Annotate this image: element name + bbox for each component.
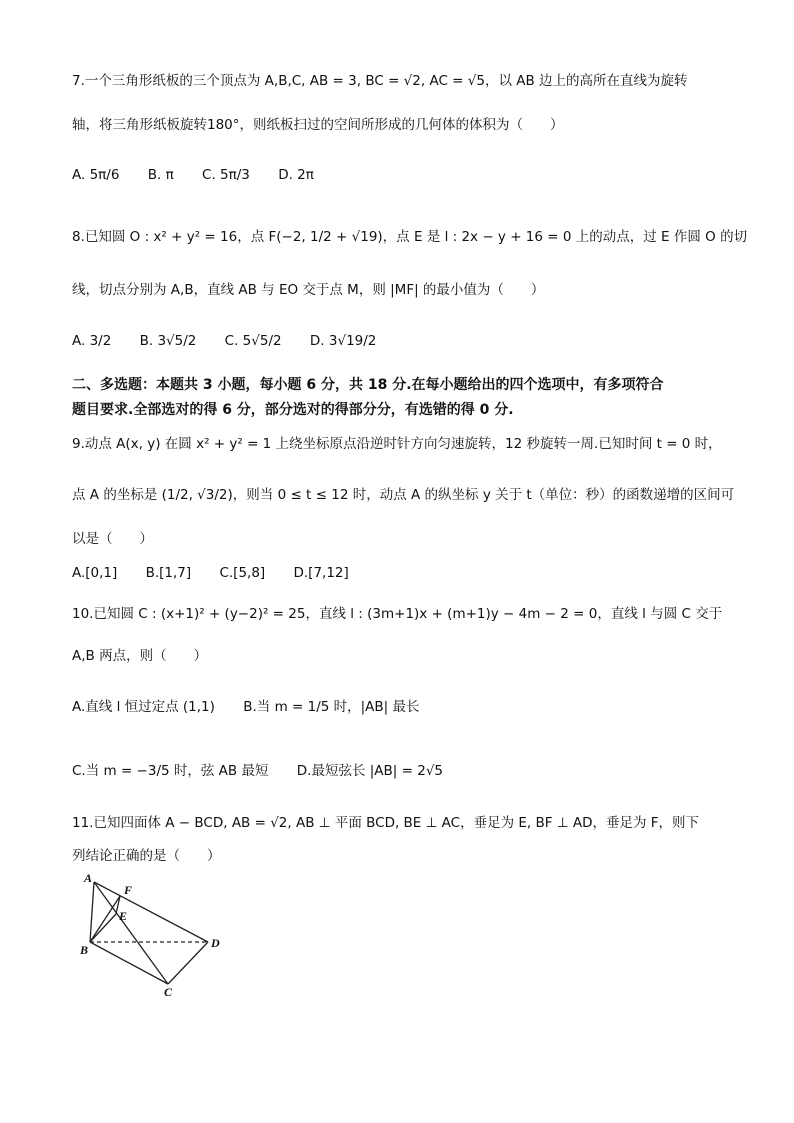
q7-option-a: A. 5π/6 (72, 167, 120, 183)
q8-option-d: D. 3√19/2 (309, 333, 377, 349)
q7-option-c: C. 5π/3 (202, 167, 250, 183)
q10-option-d: D.最短弦长 |AB| = 2√5 (296, 763, 444, 779)
q9-line-2: 点 A 的坐标是 (1/2, √3/2)，则当 0 ≤ t ≤ 12 时，动点 A 的纵坐标 y 关于 t（单位：秒）的函数递增的区间可 (72, 487, 735, 503)
section-heading-2: 题目要求.全部选对的得 6 分，部分选对的得部分分，有选错的得 0 分. (72, 402, 514, 418)
edge-cd (168, 942, 208, 984)
q9-option-d: D.[7,12] (293, 565, 349, 581)
q10-option-b: B.当 m = 1/5 时，|AB| 最长 (243, 699, 420, 715)
label-a: A (84, 871, 93, 885)
label-d: D (211, 936, 220, 950)
q9-line-3: 以是（ ） (72, 531, 153, 547)
q7-options (72, 164, 734, 186)
q10-option-c: C.当 m = −3/5 时，弦 AB 最短 (72, 763, 269, 779)
label-c: C (164, 985, 173, 999)
q9-options (72, 562, 734, 584)
q8-options (72, 330, 734, 352)
edge-ac (94, 882, 168, 984)
q9-option-a: A.[0,1] (72, 565, 118, 581)
q11-line-2: 列结论正确的是（ ） (72, 848, 221, 864)
label-e: E (119, 909, 128, 923)
label-b: B (80, 943, 89, 957)
q10-option-a: A.直线 l 恒过定点 (1,1) (72, 699, 215, 715)
q8-line-1: 8.已知圆 O : x² + y² = 16，点 F(−2, 1/2 + √19)，点 E 是 l : 2x − y + 16 = 0 上的动点，过 E 作圆 O 的切 (72, 229, 748, 245)
q10-options-row-2 (72, 760, 734, 782)
q10-options-row-1 (72, 696, 734, 718)
q7-option-b: B. π (147, 167, 174, 183)
q8-line-2: 线，切点分别为 A,B，直线 AB 与 EO 交于点 M，则 |MF| 的最小值为（ ） (72, 282, 545, 298)
q9-option-c: C.[5,8] (219, 565, 266, 581)
q8-option-c: C. 5√5/2 (224, 333, 282, 349)
section-heading-1: 二、多选题：本题共 3 小题，每小题 6 分，共 18 分.在每小题给出的四个选项中，有多项符合 (72, 377, 664, 393)
label-f: F (124, 883, 133, 897)
q8-option-b: B. 3√5/2 (139, 333, 197, 349)
q9-option-b: B.[1,7] (145, 565, 192, 581)
q7-line-2: 轴，将三角形纸板旋转180°，则纸板扫过的空间所形成的几何体的体积为（ ） (72, 117, 564, 133)
segment-bf (90, 896, 120, 942)
edge-ab (90, 882, 94, 942)
q10-line-1: 10.已知圆 C : (x+1)² + (y−2)² = 25，直线 l : (3m+1)x + (m+1)y − 4m − 2 = 0，直线 l 与圆 C 交于 (72, 606, 723, 622)
segment-be (90, 914, 116, 942)
q8-option-a: A. 3/2 (72, 333, 112, 349)
edge-ad (94, 882, 208, 942)
q10-line-2: A,B 两点，则（ ） (72, 648, 208, 664)
tetrahedron-diagram (72, 870, 242, 1000)
q7-line-1: 7.一个三角形纸板的三个顶点为 A,B,C, AB = 3, BC = √2, AC = √5，以 AB 边上的高所在直线为旋转 (72, 73, 688, 89)
q9-line-1: 9.动点 A(x, y) 在圆 x² + y² = 1 上绕坐标原点沿逆时针方向匀速旋转，12 秒旋转一周.已知时间 t = 0 时， (72, 436, 722, 452)
q7-option-d: D. 2π (278, 167, 314, 183)
edge-bc (90, 942, 168, 984)
q11-line-1: 11.已知四面体 A − BCD, AB = √2, AB ⊥ 平面 BCD, BE ⊥ AC，垂足为 E, BF ⊥ AD，垂足为 F，则下 (72, 815, 700, 831)
